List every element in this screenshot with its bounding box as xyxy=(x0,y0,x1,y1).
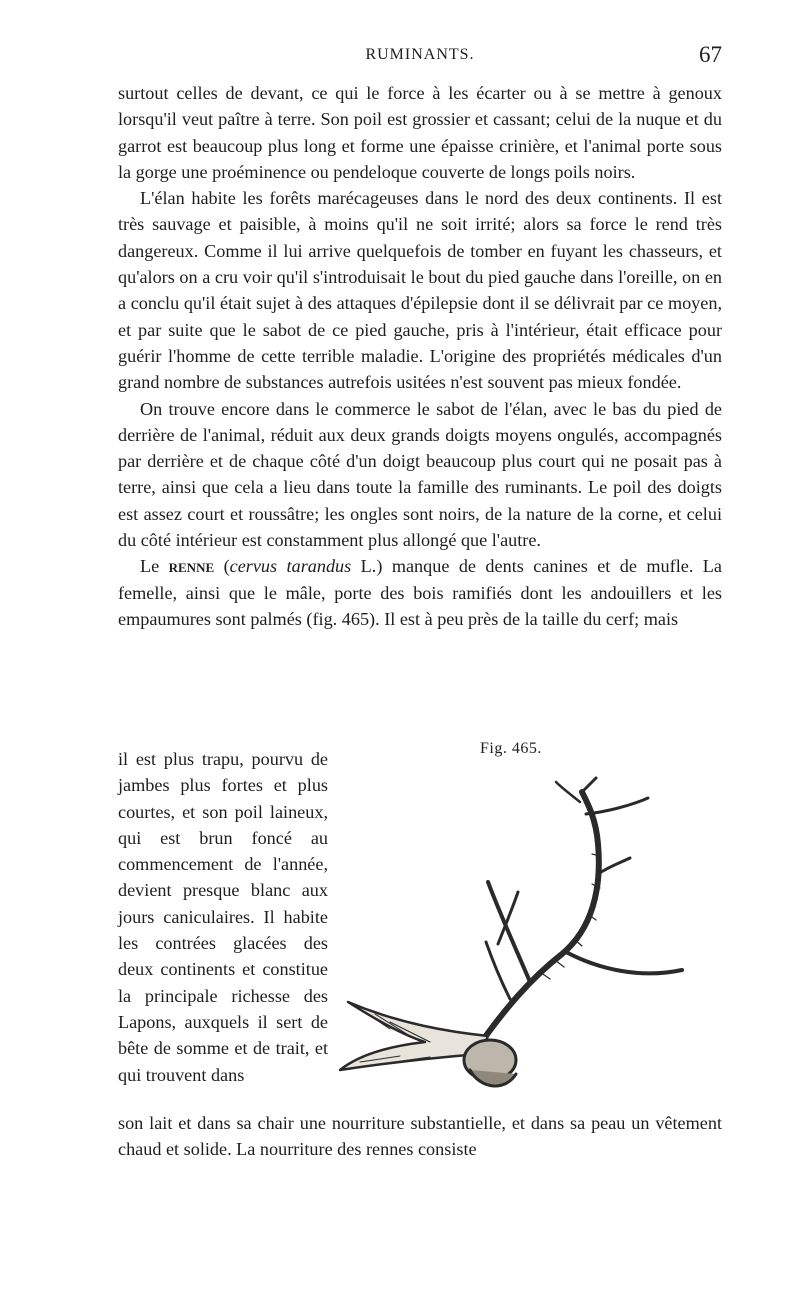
antler-crown-tine-3 xyxy=(556,782,580,802)
page-number: 67 xyxy=(699,42,722,67)
antler-lower-right-tine xyxy=(566,952,682,973)
antler-crown-tine-2 xyxy=(586,798,648,814)
paragraph-3: On trouve encore dans le commerce le sabot de l'élan, avec le bas du pied de derrière de l'animal, réduit aux deux grands doigts moyens ongulés, accompagnés par derrière et de chaque côté d'un doigt beaucoup plus court qui ne posait pas à terre, ainsi que cela a lieu dans toute la famille des ruminants. Le poil des doigts est assez court et roussâtre; les ongles sont noirs, de la nature de la corne, et celui du côté intérieur est constamment plus allongé que l'autre. xyxy=(118,398,722,551)
antler-rear-tine xyxy=(598,858,630,874)
paragraph-4 xyxy=(118,553,722,632)
figure-caption: Fig. 465. xyxy=(480,740,542,757)
paragraph-1: surtout celles de devant, ce qui le force à les écarter ou à se mettre à genoux lorsqu'il veut paître à terre. Son poil est grossier et cassant; celui de la nuque et du garrot est beaucoup plus long et forme une épaisse crinière, et l'animal porte sous la gorge une proéminence ou pendeloque couverte de longs poils noirs. xyxy=(118,83,722,182)
antler-bez-tine-2 xyxy=(486,942,510,999)
bottom-text-block xyxy=(118,1110,722,1163)
side-text-block xyxy=(118,746,328,1088)
paragraph-4-end: son lait et dans sa chair une nourriture substantielle, et dans sa peau un vêtement chaud et solide. La nourriture des rennes consiste xyxy=(118,1113,722,1160)
antler-beam-shading xyxy=(540,854,600,979)
running-title: RUMINANTS. xyxy=(365,46,475,63)
paren-open: ( xyxy=(223,556,230,577)
paragraph-4-side: il est plus trapu, pourvu de jambes plus fortes et plus courtes, et son poil laineux, qui est brun foncé au commencement de l'année, devient presque blanc aux jours caniculaires. Il habite les contrées glacées des deux continents et constitue la principale richesse des Lapons, auxquels il sert de bête de somme et de trait, et qui trouvent dans xyxy=(118,749,328,1085)
term-renne: renne xyxy=(168,556,215,577)
antler-illustration xyxy=(330,774,722,1104)
paragraph-4-lead: Le xyxy=(140,556,160,577)
paragraph-2: L'élan habite les forêts marécageuses dans le nord des deux continents. Il est très sauvage et paisible, à moins qu'il ne soit irrité; alors sa force le rend très dangereux. Comme il lui arrive quelquefois de tomber en fuyant les chasseurs, et qu'alors on a cru voir qu'il s'introduisait le bout du pied gauche dans l'oreille, on en a conclu qu'il était sujet à des attaques d'épilepsie dont il se délivrait par ce moyen, et par suite que le sabot de ce pied gauche, pris à l'intérieur, était efficace pour guérir l'homme de cette terrible maladie. L'origine des propriétés médicales d'un grand nombre de substances autrefois usitées n'est souvent pas mieux fondée. xyxy=(118,188,722,393)
main-text-block xyxy=(118,80,722,632)
latin-name: cervus tarandus xyxy=(229,556,352,577)
antler-main-beam xyxy=(480,792,599,1044)
antler-crown-tine-1 xyxy=(582,778,596,792)
paragraph-4-body: L.) manque de dents canines et de mufle. La femelle, ainsi que le mâle, porte des bois ramifiés dont les andouillers et les empaumures sont palmés (fig. 465). Il est à peu près de la taille du cerf; mais xyxy=(118,556,722,629)
page-header xyxy=(118,42,722,78)
figure-465 xyxy=(330,740,722,1110)
